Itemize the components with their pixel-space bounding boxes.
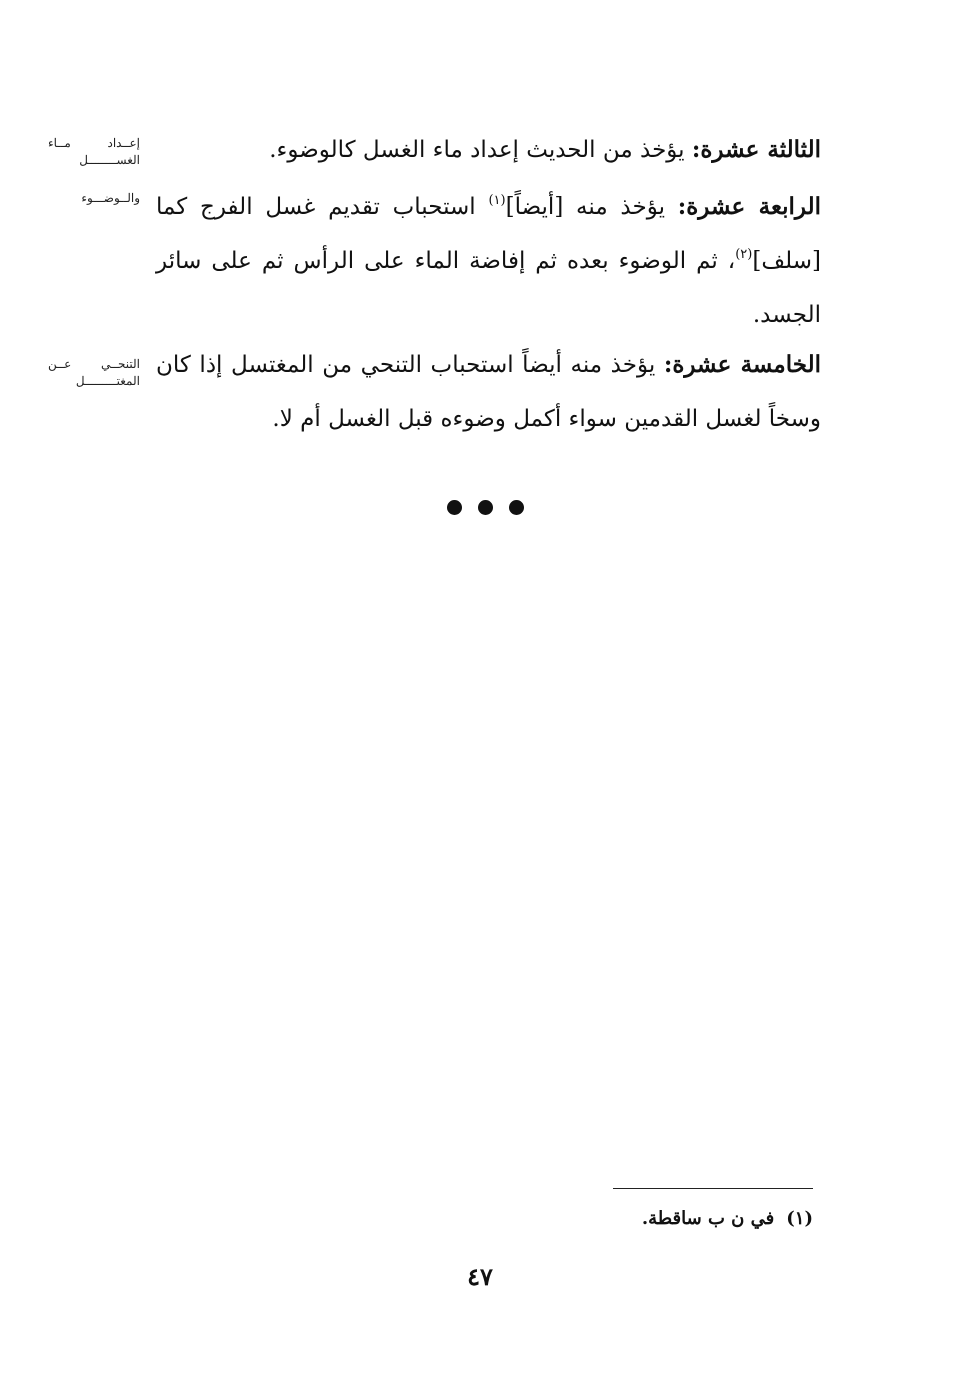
paragraph-13-body: يؤخذ من الحديث إعداد ماء الغسل كالوضوء. (269, 137, 692, 163)
paragraph-14-body-1: يؤخذ منه [أيضاً] (505, 194, 678, 220)
margin-note-water-preparation: إعــداد مــاء الغســــــــل (48, 136, 140, 167)
footnote-divider (613, 1188, 813, 1189)
paragraph-13 (156, 123, 821, 177)
footnote-ref-1: (١) (488, 193, 506, 208)
paragraph-14-body-2: استحباب تقديم غسل الفرج كما [سلف] (156, 194, 821, 274)
paragraph-13-lead: الثالثة عشرة: (691, 136, 821, 163)
paragraph-15-lead: الخامسة عشرة: (663, 351, 821, 378)
separator-dot (447, 500, 462, 515)
paragraph-15-body: يؤخذ منه أيضاً استحباب التنحي من المغتسل إذا كان وسخاً لغسل القدمين سواء أكمل وضوءه قبل الغسل أم لا. (156, 352, 821, 432)
footnote-1 (513, 1206, 813, 1232)
margin-note-ablution: والــوضـــوء (81, 191, 140, 205)
footnote-text: في ن ب ساقطة. (641, 1208, 775, 1229)
separator-dot (509, 500, 524, 515)
footnote-ref-2: (٢) (735, 247, 753, 262)
paragraph-15 (156, 338, 821, 446)
footnote-marker: (١) (786, 1208, 813, 1229)
paragraph-14-lead: الرابعة عشرة: (677, 193, 821, 220)
margin-note-stepping-aside: التنحــي عــن المغتـــــــــل (48, 357, 140, 388)
section-separator (447, 500, 524, 515)
page-number: ٤٧ (467, 1262, 493, 1291)
paragraph-14-body-3: ، ثم الوضوء بعده ثم إفاضة الماء على الرأس ثم على سائر الجسد. (156, 248, 821, 328)
separator-dot (478, 500, 493, 515)
paragraph-14 (156, 180, 821, 342)
